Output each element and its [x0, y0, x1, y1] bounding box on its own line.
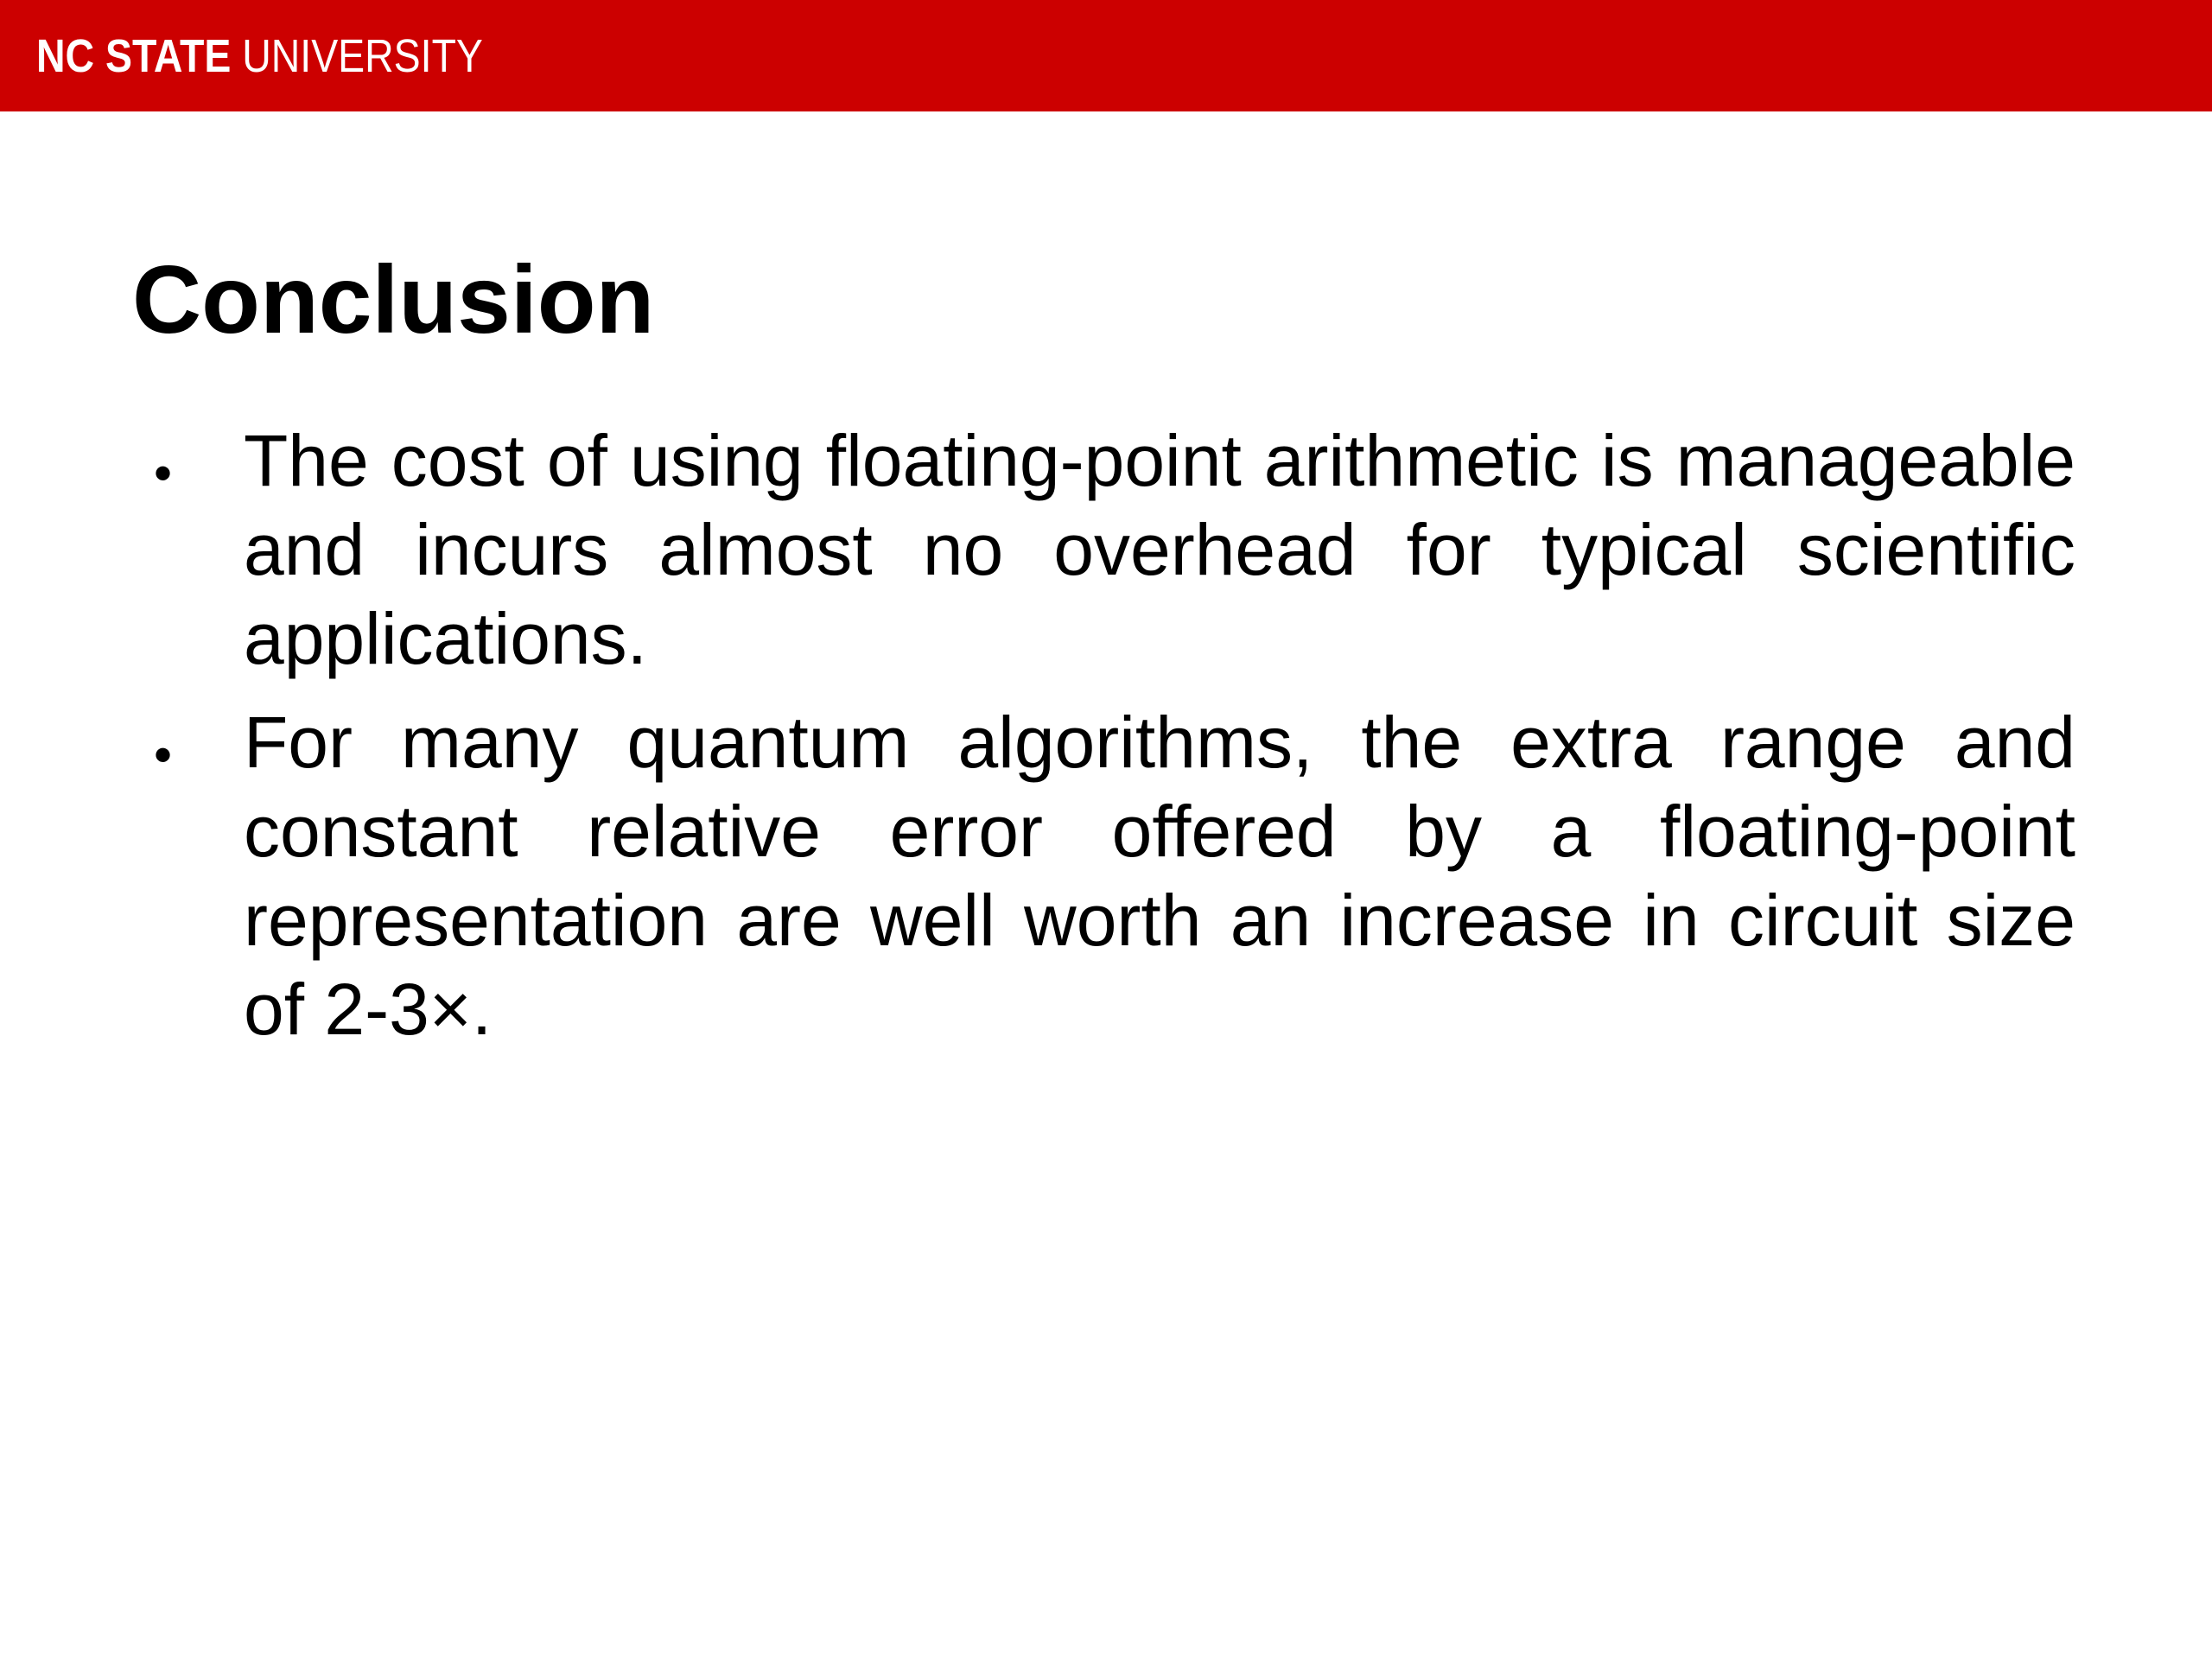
bullet-marker: •: [154, 726, 173, 784]
bullet-text: The cost of using floating-point arithmetic is manageable and incurs almost no overhead for typical scientific applications.: [244, 420, 2075, 679]
slide-title: Conclusion: [132, 246, 655, 353]
logo-light-text: UNIVERSITY: [242, 30, 483, 82]
logo-bold-text: NC STATE: [36, 30, 232, 82]
bullet-marker: •: [154, 444, 173, 502]
bullet-text: For many quantum algorithms, the extra range and constant relative error offered by a floating-point representation are well worth an increase in circuit size of 2-3×.: [244, 702, 2075, 1050]
